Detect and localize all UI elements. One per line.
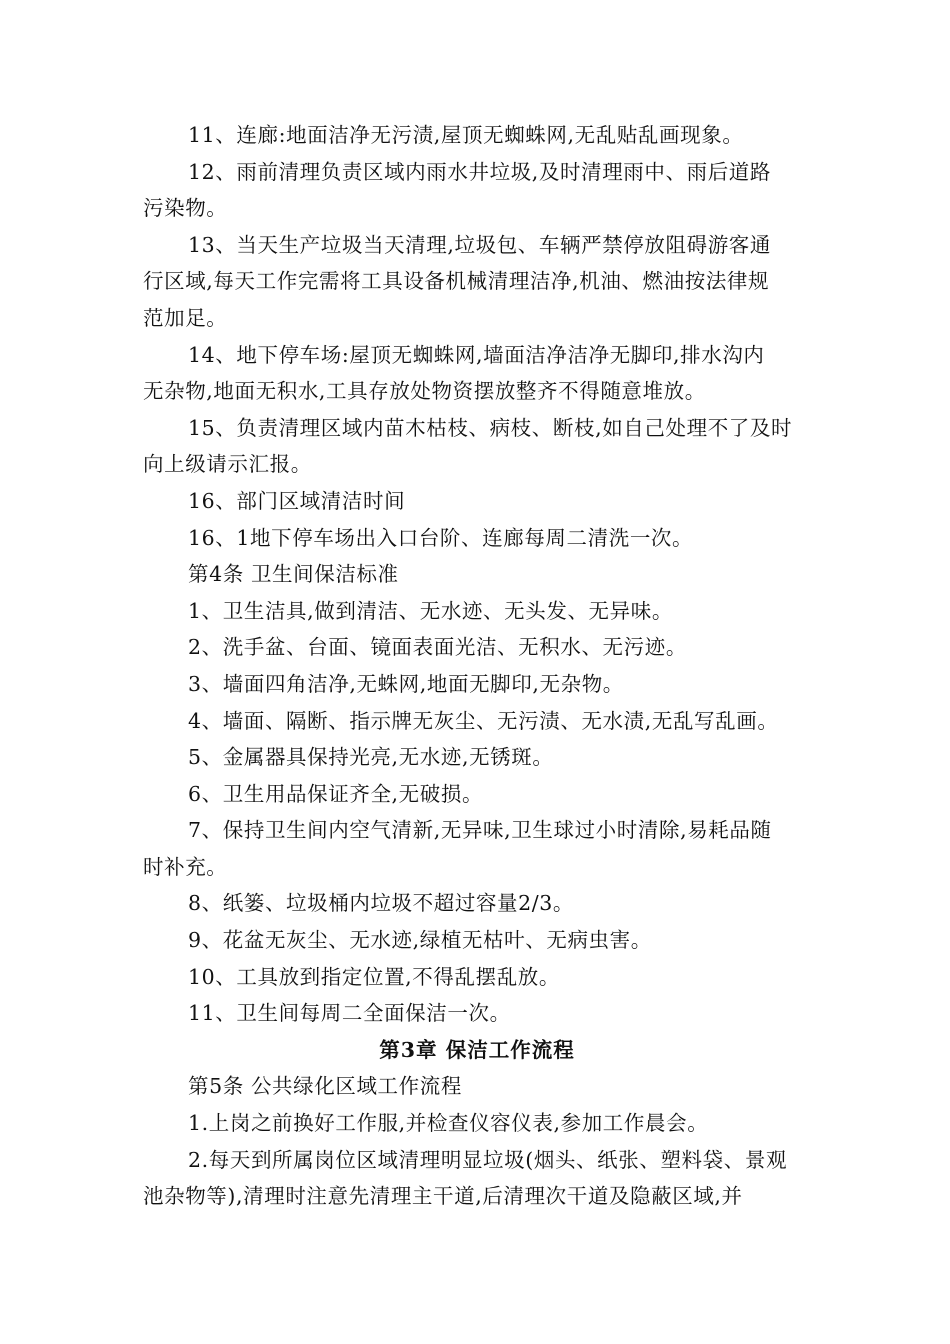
text-line: 无杂物,地面无积水,工具存放处物资摆放整齐不得随意堆放。 [143, 379, 706, 404]
text-line: 14、地下停车场:屋顶无蜘蛛网,墙面洁净洁净无脚印,排水沟内 [188, 342, 765, 367]
text-line: 第5条 公共绿化区域工作流程 [188, 1074, 462, 1099]
text-line: 2.每天到所属岗位区域清理明显垃圾(烟头、纸张、塑料袋、景观 [188, 1147, 788, 1172]
text-line: 向上级请示汇报。 [143, 452, 312, 477]
document-body [143, 117, 811, 1215]
text-line: 11、连廊:地面洁净无污渍,屋顶无蜘蛛网,无乱贴乱画现象。 [188, 123, 744, 147]
text-line: 7、保持卫生间内空气清新,无异味,卫生球过小时清除,易耗品随 [188, 818, 772, 843]
text-line: 第4条 卫生间保洁标准 [188, 562, 399, 587]
text-line: 5、金属器具保持光亮,无水迹,无锈斑。 [188, 745, 554, 770]
chapter-heading: 第3章 保洁工作流程 [379, 1037, 575, 1062]
text-line: 范加足。 [143, 305, 228, 330]
text-line: 11、卫生间每周二全面保洁一次。 [188, 1001, 511, 1026]
text-line: 13、当天生产垃圾当天清理,垃圾包、车辆严禁停放阻碍游客通 [188, 232, 771, 257]
text-line: 4、墙面、隔断、指示牌无灰尘、无污渍、无水渍,无乱写乱画。 [188, 708, 779, 733]
text-line: 时补充。 [143, 854, 228, 879]
text-line: 1、卫生洁具,做到清洁、无水迹、无头发、无异味。 [188, 598, 673, 623]
text-line: 6、卫生用品保证齐全,无破损。 [188, 781, 484, 806]
text-line: 行区域,每天工作完需将工具设备机械清理洁净,机油、燃油按法律规 [143, 269, 770, 294]
text-line: 10、工具放到指定位置,不得乱摆乱放。 [188, 964, 561, 989]
text-line: 1.上岗之前换好工作服,并检查仪容仪表,参加工作晨会。 [188, 1111, 709, 1136]
text-line: 3、墙面四角洁净,无蛛网,地面无脚印,无杂物。 [188, 671, 624, 696]
text-line: 16、1地下停车场出入口台阶、连廊每周二清洗一次。 [188, 525, 694, 550]
text-line: 池杂物等),清理时注意先清理主干道,后清理次干道及隐蔽区域,并 [143, 1184, 743, 1209]
text-line: 9、花盆无灰尘、无水迹,绿植无枯叶、无病虫害。 [188, 928, 652, 953]
text-line: 2、洗手盆、台面、镜面表面光洁、无积水、无污迹。 [188, 635, 687, 660]
text-line: 16、部门区域清洁时间 [188, 488, 406, 513]
text-line: 12、雨前清理负责区域内雨水井垃圾,及时清理雨中、雨后道路 [188, 159, 771, 184]
text-line: 8、纸篓、垃圾桶内垃圾不超过容量2/3。 [188, 891, 575, 916]
text-line: 15、负责清理区域内苗木枯枝、病枝、断枝,如自己处理不了及时 [188, 415, 793, 440]
text-line: 污染物。 [143, 196, 228, 221]
